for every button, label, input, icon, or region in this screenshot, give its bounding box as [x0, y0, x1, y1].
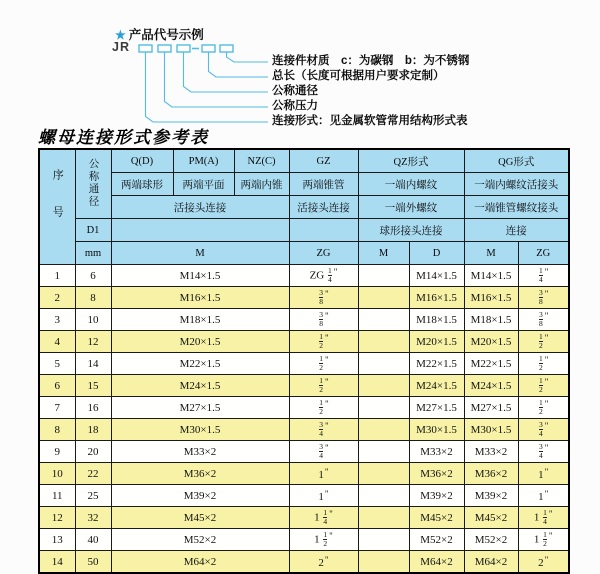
- cell-mm: 15: [75, 375, 111, 397]
- cell-qz-d: M33×2: [409, 441, 464, 463]
- cell-qg-m: M14×1.5: [464, 265, 518, 287]
- header-qz-m: M: [358, 242, 409, 265]
- cell-qg-zg: 1": [518, 485, 569, 507]
- cell-zg: $\frac{3}{4}$ ": [289, 419, 358, 441]
- header-m-main: M: [111, 242, 289, 265]
- header-qz-row3: 一端外螺纹: [358, 196, 464, 219]
- table-header: [39, 149, 569, 265]
- leader-line-5: [146, 53, 269, 123]
- cell-qz-m: [358, 265, 409, 287]
- cell-qg-m: M16×1.5: [464, 287, 518, 309]
- cell-qg-m: M39×2: [464, 485, 518, 507]
- header-qg-m: M: [464, 242, 518, 265]
- header-qg-row3: 一端锥管螺纹接头: [464, 196, 569, 219]
- cell-qg-m: M22×1.5: [464, 353, 518, 375]
- cell-m: M45×2: [111, 507, 289, 529]
- cell-mm: 8: [75, 287, 111, 309]
- header-qg-row2: 一端内螺纹活接头: [464, 173, 569, 196]
- diagram-label-3: 公称通径: [272, 85, 318, 97]
- cell-m: M36×2: [111, 463, 289, 485]
- cell-qg-zg: $\frac{1}{2}$ ": [518, 331, 569, 353]
- cell-qz-m: [358, 507, 409, 529]
- col-header-qg: QG形式: [464, 149, 569, 173]
- cell-zg: $\frac{3}{4}$ ": [289, 441, 358, 463]
- cell-m: M22×1.5: [111, 353, 289, 375]
- cell-qg-m: M36×2: [464, 463, 518, 485]
- cell-m: M14×1.5: [111, 265, 289, 287]
- cell-zg: $\frac{1}{2}$ ": [289, 331, 358, 353]
- cell-zg: 1": [289, 485, 358, 507]
- cell-qz-m: [358, 397, 409, 419]
- cell-qg-m: M52×2: [464, 529, 518, 551]
- cell-qz-m: [358, 463, 409, 485]
- header-union-gz: 活接头连接: [289, 196, 358, 219]
- cell-qz-d: M24×1.5: [409, 375, 464, 397]
- cell-qz-d: M30×1.5: [409, 419, 464, 441]
- cell-seq: 2: [39, 287, 75, 309]
- cell-qg-m: M45×2: [464, 507, 518, 529]
- cell-qz-m: [358, 309, 409, 331]
- code-boxes: [139, 45, 233, 52]
- col-header-seq: [39, 149, 75, 265]
- cell-qg-zg: $\frac{1}{4}$ ": [518, 265, 569, 287]
- cell-mm: 25: [75, 485, 111, 507]
- cell-seq: 4: [39, 331, 75, 353]
- cell-seq: 3: [39, 309, 75, 331]
- cell-seq: 14: [39, 551, 75, 574]
- cell-qg-zg: $\frac{3}{4}$ ": [518, 419, 569, 441]
- cell-m: M30×1.5: [111, 419, 289, 441]
- col-header-pm: PM(A): [173, 149, 234, 173]
- cell-qz-m: [358, 331, 409, 353]
- cell-m: M20×1.5: [111, 331, 289, 353]
- leader-line-3: [184, 53, 269, 93]
- cell-m: M33×2: [111, 441, 289, 463]
- cell-m: M18×1.5: [111, 309, 289, 331]
- table-row-4: [39, 331, 569, 353]
- cell-seq: 13: [39, 529, 75, 551]
- col-header-nz: NZ(C): [234, 149, 289, 173]
- diagram-label-2: 总长（长度可根据用户要求定制）: [272, 70, 445, 82]
- col-header-gz: GZ: [289, 149, 358, 173]
- cell-m: M16×1.5: [111, 287, 289, 309]
- table-row-13: [39, 529, 569, 551]
- cell-qg-m: M20×1.5: [464, 331, 518, 353]
- cell-qz-d: M36×2: [409, 463, 464, 485]
- header-qz-row2: 一端内螺纹: [358, 173, 464, 196]
- header-pm-type: 两端平面: [173, 173, 234, 196]
- cell-seq: 1: [39, 265, 75, 287]
- cell-qg-zg: $\frac{3}{8}$ ": [518, 287, 569, 309]
- cell-mm: 16: [75, 397, 111, 419]
- header-qg-zg: ZG: [518, 242, 569, 265]
- cell-qg-zg: $\frac{3}{4}$ ": [518, 441, 569, 463]
- cell-zg: 1 $\frac{1}{4}$ ": [289, 507, 358, 529]
- cell-zg: ZG $\frac{1}{4}$ ": [289, 265, 358, 287]
- cell-qg-m: M64×2: [464, 551, 518, 574]
- cell-zg: 1 $\frac{1}{2}$ ": [289, 529, 358, 551]
- cell-qz-m: [358, 287, 409, 309]
- table-row-2: [39, 287, 569, 309]
- table-row-7: [39, 397, 569, 419]
- cell-qz-d: M20×1.5: [409, 331, 464, 353]
- code-prefix: JR: [112, 40, 130, 54]
- diagram-label-1: 连接件材质 c：为碳钢 b：为不锈钢: [272, 55, 470, 67]
- table-row-14: [39, 551, 569, 574]
- col-header-diameter: [75, 149, 111, 219]
- cell-mm: 6: [75, 265, 111, 287]
- cell-zg: 1": [289, 463, 358, 485]
- cell-mm: 18: [75, 419, 111, 441]
- leader-line-4: [165, 53, 269, 108]
- table-row-6: [39, 375, 569, 397]
- cell-qz-d: M16×1.5: [409, 287, 464, 309]
- table-body: [39, 265, 569, 574]
- cell-qg-zg: 1 $\frac{1}{4}$ ": [518, 507, 569, 529]
- cell-m: M52×2: [111, 529, 289, 551]
- header-q-type: 两端球形: [111, 173, 173, 196]
- table-row-12: [39, 507, 569, 529]
- cell-qg-m: M33×2: [464, 441, 518, 463]
- seq-vertical-label: 序号: [51, 168, 64, 243]
- header-blank-left: [111, 219, 289, 242]
- cell-mm: 10: [75, 309, 111, 331]
- cell-seq: 11: [39, 485, 75, 507]
- cell-qg-zg: $\frac{1}{2}$ ": [518, 375, 569, 397]
- cell-mm: 32: [75, 507, 111, 529]
- cell-qg-m: M27×1.5: [464, 397, 518, 419]
- cell-qz-m: [358, 529, 409, 551]
- cell-qz-m: [358, 375, 409, 397]
- cell-zg: $\frac{1}{2}$ ": [289, 397, 358, 419]
- col-header-q: Q(D): [111, 149, 173, 173]
- cell-seq: 10: [39, 463, 75, 485]
- cell-qg-zg: 2": [518, 551, 569, 574]
- cell-seq: 12: [39, 507, 75, 529]
- table-row-3: [39, 309, 569, 331]
- cell-qz-d: M27×1.5: [409, 397, 464, 419]
- header-nz-type: 两端内锥: [234, 173, 289, 196]
- cell-qz-m: [358, 485, 409, 507]
- cell-qz-d: M18×1.5: [409, 309, 464, 331]
- cell-qz-d: M22×1.5: [409, 353, 464, 375]
- cell-qz-m: [358, 551, 409, 574]
- diagram-labels: [272, 54, 469, 129]
- cell-qg-zg: $\frac{3}{8}$ ": [518, 309, 569, 331]
- diameter-vertical-label: 公称通径: [87, 157, 99, 208]
- cell-qg-zg: 1": [518, 463, 569, 485]
- cell-seq: 7: [39, 397, 75, 419]
- cell-seq: 8: [39, 419, 75, 441]
- diagram-label-4: 公称压力: [272, 100, 318, 112]
- cell-mm: 12: [75, 331, 111, 353]
- table-title: 螺母连接形式参考表: [38, 128, 209, 148]
- table-row-11: [39, 485, 569, 507]
- col-header-qz: QZ形式: [358, 149, 464, 173]
- cell-mm: 50: [75, 551, 111, 574]
- cell-qz-d: M45×2: [409, 507, 464, 529]
- cell-qg-zg: 1 $\frac{1}{2}$ ": [518, 529, 569, 551]
- cell-mm: 20: [75, 441, 111, 463]
- cell-qz-d: M64×2: [409, 551, 464, 574]
- cell-zg: $\frac{3}{8}$ ": [289, 309, 358, 331]
- header-mm: mm: [75, 242, 111, 265]
- cell-zg: $\frac{1}{2}$ ": [289, 375, 358, 397]
- table-row-1: [39, 265, 569, 287]
- diagram-title-text: 产品代号示例: [128, 28, 204, 42]
- cell-qz-d: M14×1.5: [409, 265, 464, 287]
- table-row-9: [39, 441, 569, 463]
- header-qz-row4: 球形接头连接: [358, 219, 464, 242]
- header-union-left: 活接头连接: [111, 196, 289, 219]
- cell-m: M39×2: [111, 485, 289, 507]
- cell-qz-d: M39×2: [409, 485, 464, 507]
- header-gz-type: 两端锥管: [289, 173, 358, 196]
- cell-seq: 5: [39, 353, 75, 375]
- table-row-10: [39, 463, 569, 485]
- cell-m: M27×1.5: [111, 397, 289, 419]
- leader-line-2: [209, 53, 269, 78]
- cell-mm: 40: [75, 529, 111, 551]
- cell-zg: 2": [289, 551, 358, 574]
- cell-seq: 9: [39, 441, 75, 463]
- cell-seq: 6: [39, 375, 75, 397]
- table-row-8: [39, 419, 569, 441]
- header-zg-main: ZG: [289, 242, 358, 265]
- cell-qg-zg: $\frac{1}{2}$ ": [518, 397, 569, 419]
- cell-mm: 22: [75, 463, 111, 485]
- leader-line-1: [227, 53, 269, 63]
- cell-qg-zg: $\frac{1}{2}$ ": [518, 353, 569, 375]
- cell-qz-d: M52×2: [409, 529, 464, 551]
- header-blank-gz: [289, 219, 358, 242]
- cell-qz-m: [358, 419, 409, 441]
- diagram-label-5: 连接形式：见金属软管常用结构形式表: [272, 115, 468, 127]
- cell-m: M64×2: [111, 551, 289, 574]
- cell-zg: $\frac{3}{8}$ ": [289, 287, 358, 309]
- star-icon: ★: [115, 28, 126, 42]
- cell-qz-m: [358, 353, 409, 375]
- reference-table: [38, 148, 570, 574]
- cell-mm: 14: [75, 353, 111, 375]
- header-qg-row4: 连接: [464, 219, 569, 242]
- cell-qz-m: [358, 441, 409, 463]
- cell-qg-m: M30×1.5: [464, 419, 518, 441]
- header-qz-d: D: [409, 242, 464, 265]
- table-row-5: [39, 353, 569, 375]
- header-d1: D1: [75, 219, 111, 242]
- cell-zg: $\frac{1}{2}$ ": [289, 353, 358, 375]
- cell-qg-m: M24×1.5: [464, 375, 518, 397]
- cell-m: M24×1.5: [111, 375, 289, 397]
- cell-qg-m: M18×1.5: [464, 309, 518, 331]
